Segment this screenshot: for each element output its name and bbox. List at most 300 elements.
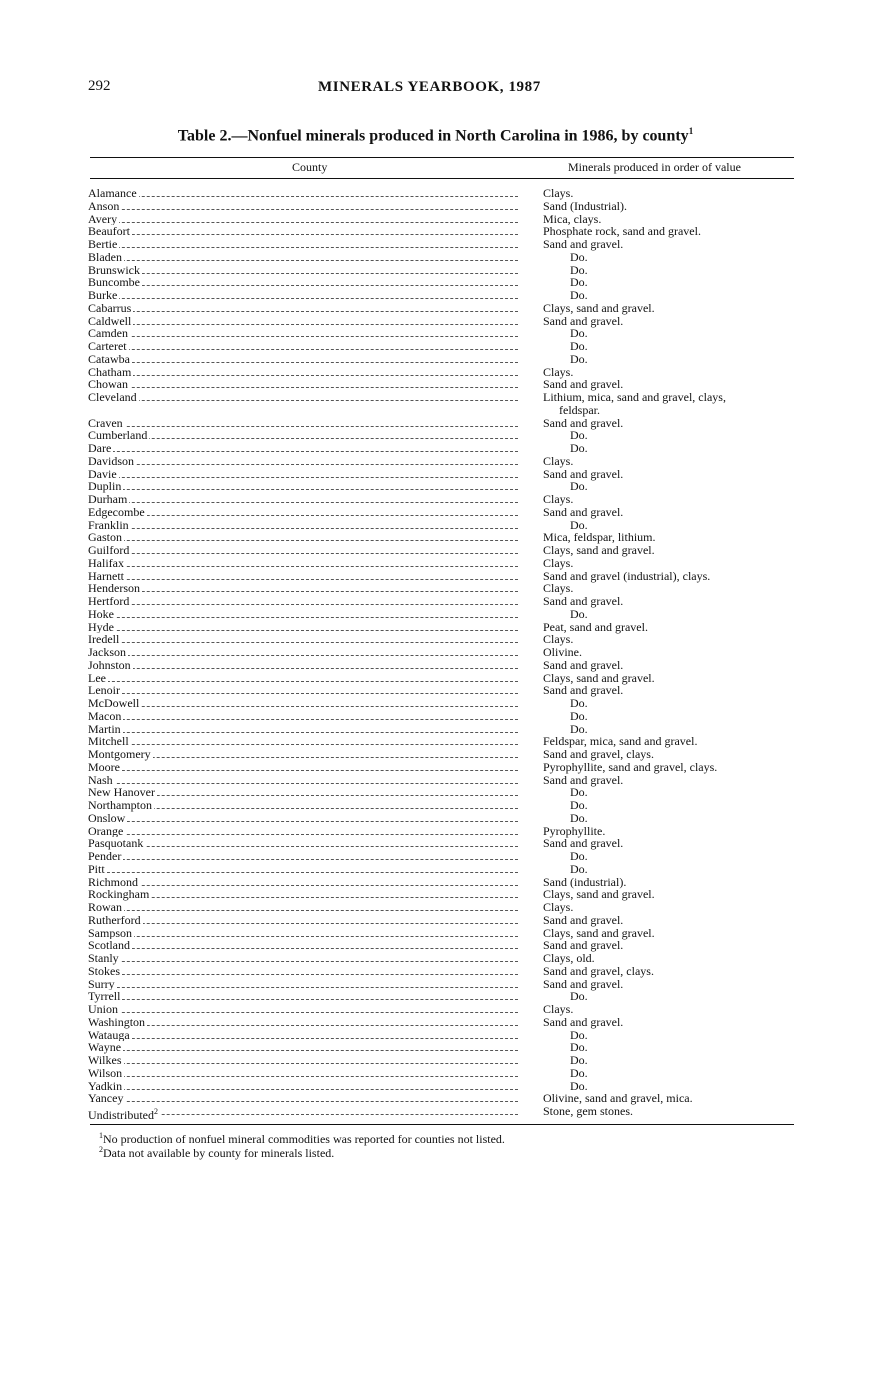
minerals-value-text: Clays, sand and gravel. [543, 543, 655, 557]
dot-leader [92, 757, 518, 758]
dot-leader [92, 489, 518, 490]
minerals-value-text: Clays. [543, 900, 574, 914]
dot-leader [92, 438, 518, 439]
minerals-value-text: Do. [570, 989, 588, 1004]
minerals-value-text: Do. [570, 288, 588, 302]
county-name-text: Durham [88, 492, 128, 506]
minerals-value-text: Do. [570, 1078, 588, 1093]
county-name-text: Sampson [88, 925, 133, 940]
county-name-text: Davidson [88, 453, 134, 468]
table-row [0, 391, 871, 417]
minerals-value-text: Stone, gem stones. [543, 1104, 633, 1118]
county-name-text: Pitt [88, 861, 105, 876]
minerals-value [570, 429, 810, 442]
table-header-rule [90, 178, 794, 179]
minerals-value-text: Pyrophyllite. [543, 823, 606, 838]
county-name-text: Mitchell [88, 734, 129, 749]
footnote-2 [99, 1145, 334, 1161]
minerals-value [570, 442, 810, 455]
county-name-text: Bertie [88, 237, 118, 251]
minerals-value-text: Sand and gravel. [543, 377, 624, 392]
column-header-minerals: Minerals produced in order of value [568, 160, 741, 174]
county-name-text: Hoke [88, 606, 114, 621]
county-name-text: Tyrrell [88, 989, 121, 1004]
table-row [0, 315, 871, 328]
county-name-text: Stokes [88, 963, 121, 978]
table-bottom-rule [90, 1124, 794, 1125]
dot-leader [92, 1089, 518, 1090]
county-name-text: Burke [88, 288, 118, 302]
table-row [0, 1080, 871, 1093]
dot-leader [92, 209, 518, 210]
county-name-text: Watauga [88, 1027, 130, 1042]
table-row [0, 659, 871, 672]
county-name-text: Craven [88, 415, 123, 430]
minerals-value-text: Clays. [543, 555, 574, 570]
minerals-value [570, 786, 810, 799]
dot-leader [92, 1076, 518, 1077]
county-name-text: Washington [88, 1014, 146, 1029]
county-name-text: Pasquotank [88, 836, 144, 851]
minerals-value [570, 990, 810, 1003]
dot-leader [92, 515, 518, 516]
county-name-text: Rockingham [88, 887, 150, 902]
footnote-1-mark: 1 [99, 1131, 103, 1140]
county-name-text: Avery [88, 211, 118, 226]
running-title: MINERALS YEARBOOK, 1987 [318, 79, 541, 95]
table-row [0, 1016, 871, 1029]
minerals-value-text: Sand and gravel. [543, 938, 624, 953]
minerals-value-text: Do. [570, 339, 588, 353]
dot-leader [92, 719, 518, 720]
county-name-text: Wilson [88, 1065, 123, 1080]
minerals-value [570, 264, 810, 277]
dot-leader [92, 387, 518, 388]
county-name-text: Cabarrus [88, 300, 132, 315]
county-name-text: Macon [88, 708, 122, 723]
table-row [0, 633, 871, 646]
minerals-value-text: Sand and gravel (industrial), clays. [543, 568, 711, 583]
table-row [0, 812, 871, 825]
table-row [0, 850, 871, 863]
minerals-value-text: Do. [570, 606, 588, 621]
minerals-value-text: Feldspar, mica, sand and gravel. [543, 734, 698, 749]
county-name-text: Onslow [88, 810, 126, 825]
minerals-value-text: Clays, sand and gravel. [543, 887, 655, 902]
minerals-value-text: Do. [570, 785, 588, 800]
minerals-value-text: Sand and gravel. [543, 657, 624, 672]
minerals-value-text: Do. [570, 326, 588, 341]
dot-leader [92, 196, 518, 197]
county-name-text: Montgomery [88, 747, 151, 761]
minerals-value-text: Clays. [543, 1002, 574, 1016]
dot-leader [92, 693, 518, 694]
minerals-value-text: Do. [570, 721, 588, 736]
table-row [0, 187, 871, 200]
minerals-value-text: Clays. [543, 364, 574, 379]
dot-leader [92, 987, 518, 988]
minerals-value-text: Do. [570, 428, 588, 443]
minerals-value-text: Do. [570, 1040, 588, 1055]
table-row [0, 582, 871, 595]
table-row [0, 455, 871, 468]
minerals-value-text: Do. [570, 1027, 588, 1042]
dot-leader [92, 222, 518, 223]
county-name-text: Catawba [88, 351, 130, 366]
table-row [0, 200, 871, 213]
table-row [0, 799, 871, 812]
minerals-value-text: Sand (Industrial). [543, 198, 627, 213]
county-name-text: Carteret [88, 339, 127, 353]
county-name-text: Rowan [88, 900, 122, 914]
table-row [0, 939, 871, 952]
county-name-text: Johnston [88, 657, 131, 672]
table-row [0, 621, 871, 634]
county-name-text: New Hanover [88, 785, 155, 800]
minerals-value [570, 353, 810, 366]
county-name-text: Yancey [88, 1091, 124, 1106]
dot-leader [92, 681, 518, 682]
minerals-value-text: Clays, sand and gravel. [543, 670, 655, 685]
table-row [0, 672, 871, 685]
county-name-text: Martin [88, 721, 121, 736]
county-footnote-mark: 2 [154, 1107, 158, 1116]
minerals-value-text: Phosphate rock, sand and gravel. [543, 224, 701, 239]
table-row [0, 225, 871, 238]
minerals-value-text: Do. [570, 1065, 588, 1080]
dot-leader [92, 1050, 518, 1051]
table-row [0, 429, 871, 442]
county-name-text: Stanly [88, 951, 119, 965]
table-row [0, 595, 871, 608]
minerals-value-continuation: feldspar. [559, 403, 600, 417]
table-title [0, 126, 871, 145]
table-row [0, 340, 871, 353]
county-name-text: Moore [88, 759, 120, 774]
county-name-text: Duplin [88, 479, 122, 494]
county-name-text: Pender [88, 849, 122, 863]
county-name-text: Orange [88, 823, 124, 838]
minerals-value [543, 1105, 783, 1118]
minerals-value [543, 888, 783, 901]
dot-leader [92, 553, 518, 554]
minerals-value-text: Peat, sand and gravel. [543, 619, 648, 634]
table-row [0, 748, 871, 761]
dot-leader [92, 859, 518, 860]
minerals-value-text: Do. [570, 696, 588, 710]
minerals-value-text: Do. [570, 708, 588, 723]
table-row [0, 327, 871, 340]
county-name-text: Union [88, 1002, 118, 1016]
minerals-value-text: Sand and gravel. [543, 683, 624, 698]
table-row [0, 761, 871, 774]
minerals-value-text: Clays. [543, 186, 574, 200]
table-row [0, 366, 871, 379]
county-name-text: McDowell [88, 696, 140, 710]
dot-leader [92, 260, 518, 261]
county-name-text: Caldwell [88, 313, 132, 328]
county-name-text: Lee [88, 670, 106, 685]
minerals-value [570, 1041, 810, 1054]
county-name-text: Hertford [88, 594, 130, 608]
table-top-rule [90, 157, 794, 158]
minerals-value-text: Sand and gravel. [543, 912, 624, 927]
county-name-text: Nash [88, 772, 113, 787]
county-name-text: Rutherford [88, 912, 141, 927]
dot-leader [92, 668, 518, 669]
table-body [0, 186, 871, 1122]
table-row [0, 1067, 871, 1080]
county-name-text: Jackson [88, 645, 126, 659]
dot-leader [92, 528, 518, 529]
county-name-text: Wilkes [88, 1053, 122, 1067]
dot-leader [92, 247, 518, 248]
county-name [88, 391, 139, 404]
minerals-value-text: Sand and gravel. [543, 836, 624, 851]
dot-leader [92, 273, 518, 274]
minerals-value-text: Sand and gravel. [543, 594, 624, 608]
dot-leader [92, 744, 518, 745]
minerals-value [570, 1054, 810, 1067]
county-name [88, 1105, 160, 1122]
minerals-value-text: Sand and gravel. [543, 415, 624, 430]
minerals-value-text: Mica, feldspar, lithium. [543, 530, 656, 545]
minerals-value-text: Clays, sand and gravel. [543, 300, 655, 315]
table-row [0, 1041, 871, 1054]
county-name-text: Iredell [88, 632, 120, 647]
minerals-value-text: Clays. [543, 632, 574, 647]
minerals-value-text: Sand and gravel. [543, 1014, 624, 1029]
minerals-value [570, 480, 810, 493]
dot-leader [92, 783, 518, 784]
minerals-value [543, 621, 783, 634]
table-title-footnote-mark: 1 [688, 126, 694, 136]
dot-leader [92, 591, 518, 592]
table-row [0, 1104, 871, 1122]
county-name-text: Bladen [88, 249, 122, 264]
table-row [0, 990, 871, 1003]
table-row [0, 519, 871, 532]
minerals-value-text: Sand and gravel. [543, 772, 624, 787]
minerals-value [570, 697, 810, 710]
table-row [0, 544, 871, 557]
minerals-value [570, 340, 810, 353]
dot-leader [92, 362, 518, 363]
table-row [0, 888, 871, 901]
minerals-value-text: Pyrophyllite, sand and gravel, clays. [543, 759, 718, 774]
county-name-text: Richmond [88, 874, 138, 889]
county-name-text: Northampton [88, 798, 152, 812]
table-row [0, 506, 871, 519]
minerals-value-text: Do. [570, 441, 588, 455]
table-row [0, 238, 871, 251]
dot-leader [92, 961, 518, 962]
dot-leader [92, 821, 518, 822]
minerals-value-text: Do. [570, 262, 588, 277]
minerals-value-text: Do. [570, 275, 588, 290]
minerals-value [570, 1029, 810, 1042]
dot-leader [92, 311, 518, 312]
minerals-value [570, 327, 810, 340]
dot-leader [92, 948, 518, 949]
dot-leader [92, 885, 518, 886]
minerals-value [570, 799, 810, 812]
table-row [0, 276, 871, 289]
dot-leader [92, 324, 518, 325]
county-name-text: Gaston [88, 530, 122, 545]
county-name-text: Guilford [88, 543, 130, 557]
county-name-text: Lenoir [88, 683, 120, 698]
table-row [0, 697, 871, 710]
dot-leader [92, 706, 518, 707]
minerals-value-text: Sand and gravel. [543, 504, 624, 519]
minerals-value-text: Clays, old. [543, 951, 595, 965]
minerals-value-text: Do. [570, 249, 588, 264]
table-row [0, 608, 871, 621]
dot-leader [92, 375, 518, 376]
dot-leader [92, 464, 518, 465]
table-row [0, 927, 871, 940]
dot-leader [92, 630, 518, 631]
dot-leader [92, 846, 518, 847]
county-name-text: Cumberland [88, 428, 148, 443]
dot-leader [92, 451, 518, 452]
dot-leader [92, 285, 518, 286]
minerals-value-text: Lithium, mica, sand and gravel, clays, [543, 390, 726, 404]
minerals-value [543, 570, 783, 583]
county-name-text: Davie [88, 466, 117, 481]
minerals-value [570, 276, 810, 289]
minerals-value-text: Sand (industrial). [543, 874, 627, 889]
dot-leader [92, 999, 518, 1000]
table-row [0, 837, 871, 850]
footnote-2-mark: 2 [99, 1145, 103, 1154]
dot-leader [92, 1038, 518, 1039]
dot-leader [92, 974, 518, 975]
county-name-text: Buncombe [88, 275, 140, 290]
minerals-value [543, 544, 783, 557]
minerals-value-text: Sand and gravel. [543, 466, 624, 481]
minerals-value-text: Olivine. [543, 645, 582, 659]
minerals-value-text: Do. [570, 810, 588, 825]
dot-leader [92, 872, 518, 873]
minerals-value-text: Do. [570, 517, 588, 532]
table-row [0, 965, 871, 978]
dot-leader [92, 834, 518, 835]
dot-leader [92, 770, 518, 771]
county-name-text: Yadkin [88, 1078, 123, 1093]
table-row [0, 952, 871, 965]
county-name [88, 1092, 125, 1105]
dot-leader [92, 617, 518, 618]
table-row [0, 723, 871, 736]
minerals-value-text: Do. [570, 479, 588, 494]
county-name-text: Cleveland [88, 390, 137, 404]
dot-leader [92, 298, 518, 299]
county-name-text: Harnett [88, 568, 124, 583]
dot-leader [92, 897, 518, 898]
county-name-text: Dare [88, 441, 112, 455]
dot-leader [92, 1025, 518, 1026]
minerals-value-text: Clays. [543, 453, 574, 468]
dot-leader [92, 1012, 518, 1013]
county-name-text: Brunswick [88, 262, 140, 277]
dot-leader [92, 477, 518, 478]
dot-leader [92, 579, 518, 580]
dot-leader [92, 400, 518, 401]
dot-leader [92, 910, 518, 911]
minerals-value-text: Sand and gravel. [543, 313, 624, 328]
minerals-value [543, 391, 783, 417]
minerals-value-text: Clays. [543, 581, 574, 596]
dot-leader [92, 642, 518, 643]
minerals-value-text: Do. [570, 849, 588, 863]
dot-leader [92, 655, 518, 656]
table-row [0, 480, 871, 493]
county-name-text: Anson [88, 198, 120, 213]
minerals-value-text: Clays, sand and gravel. [543, 925, 655, 940]
county-name-text: Undistributed [88, 1108, 154, 1122]
dot-leader [92, 732, 518, 733]
table-row [0, 710, 871, 723]
column-header-county: County [292, 160, 328, 174]
table-title-text: Table 2.—Nonfuel minerals produced in North Carolina in 1986, by county [177, 127, 689, 145]
dot-leader [92, 426, 518, 427]
minerals-value [570, 251, 810, 264]
table-row [0, 531, 871, 544]
county-name-text: Wayne [88, 1040, 122, 1055]
dot-leader [92, 808, 518, 809]
county-name-text: Henderson [88, 581, 140, 596]
minerals-value-text: Do. [570, 861, 588, 876]
county-name-text: Hyde [88, 619, 114, 634]
county-name-text: Alamance [88, 186, 137, 200]
minerals-value-text: Sand and gravel. [543, 976, 624, 991]
dot-leader [92, 502, 518, 503]
county-name-text: Edgecombe [88, 504, 145, 519]
county-name-text: Halifax [88, 555, 124, 570]
page-number: 292 [88, 78, 111, 94]
dot-leader [92, 540, 518, 541]
minerals-value [570, 850, 810, 863]
table-row [0, 557, 871, 570]
county-name-text: Scotland [88, 938, 130, 953]
county-name-text: Chatham [88, 364, 132, 379]
table-row [0, 1029, 871, 1042]
dot-leader [92, 1063, 518, 1064]
minerals-value-text: Mica, clays. [543, 211, 602, 226]
minerals-value-text: Do. [570, 798, 588, 812]
minerals-value [570, 1067, 810, 1080]
county-name-text: Chowan [88, 377, 128, 392]
table-row [0, 978, 871, 991]
dot-leader [92, 336, 518, 337]
county-name-text: Franklin [88, 517, 129, 532]
minerals-value-text: Do. [570, 351, 588, 366]
dot-leader [92, 349, 518, 350]
county-name-text: Beaufort [88, 224, 130, 239]
dot-leader [92, 923, 518, 924]
minerals-value-text: Olivine, sand and gravel, mica. [543, 1091, 693, 1106]
table-row [0, 468, 871, 481]
minerals-value-text: Clays. [543, 492, 574, 506]
minerals-value [570, 710, 810, 723]
minerals-value [570, 812, 810, 825]
dot-leader [92, 936, 518, 937]
table-row [0, 213, 871, 226]
dot-leader [92, 234, 518, 235]
county-name-text: Camden [88, 326, 128, 341]
